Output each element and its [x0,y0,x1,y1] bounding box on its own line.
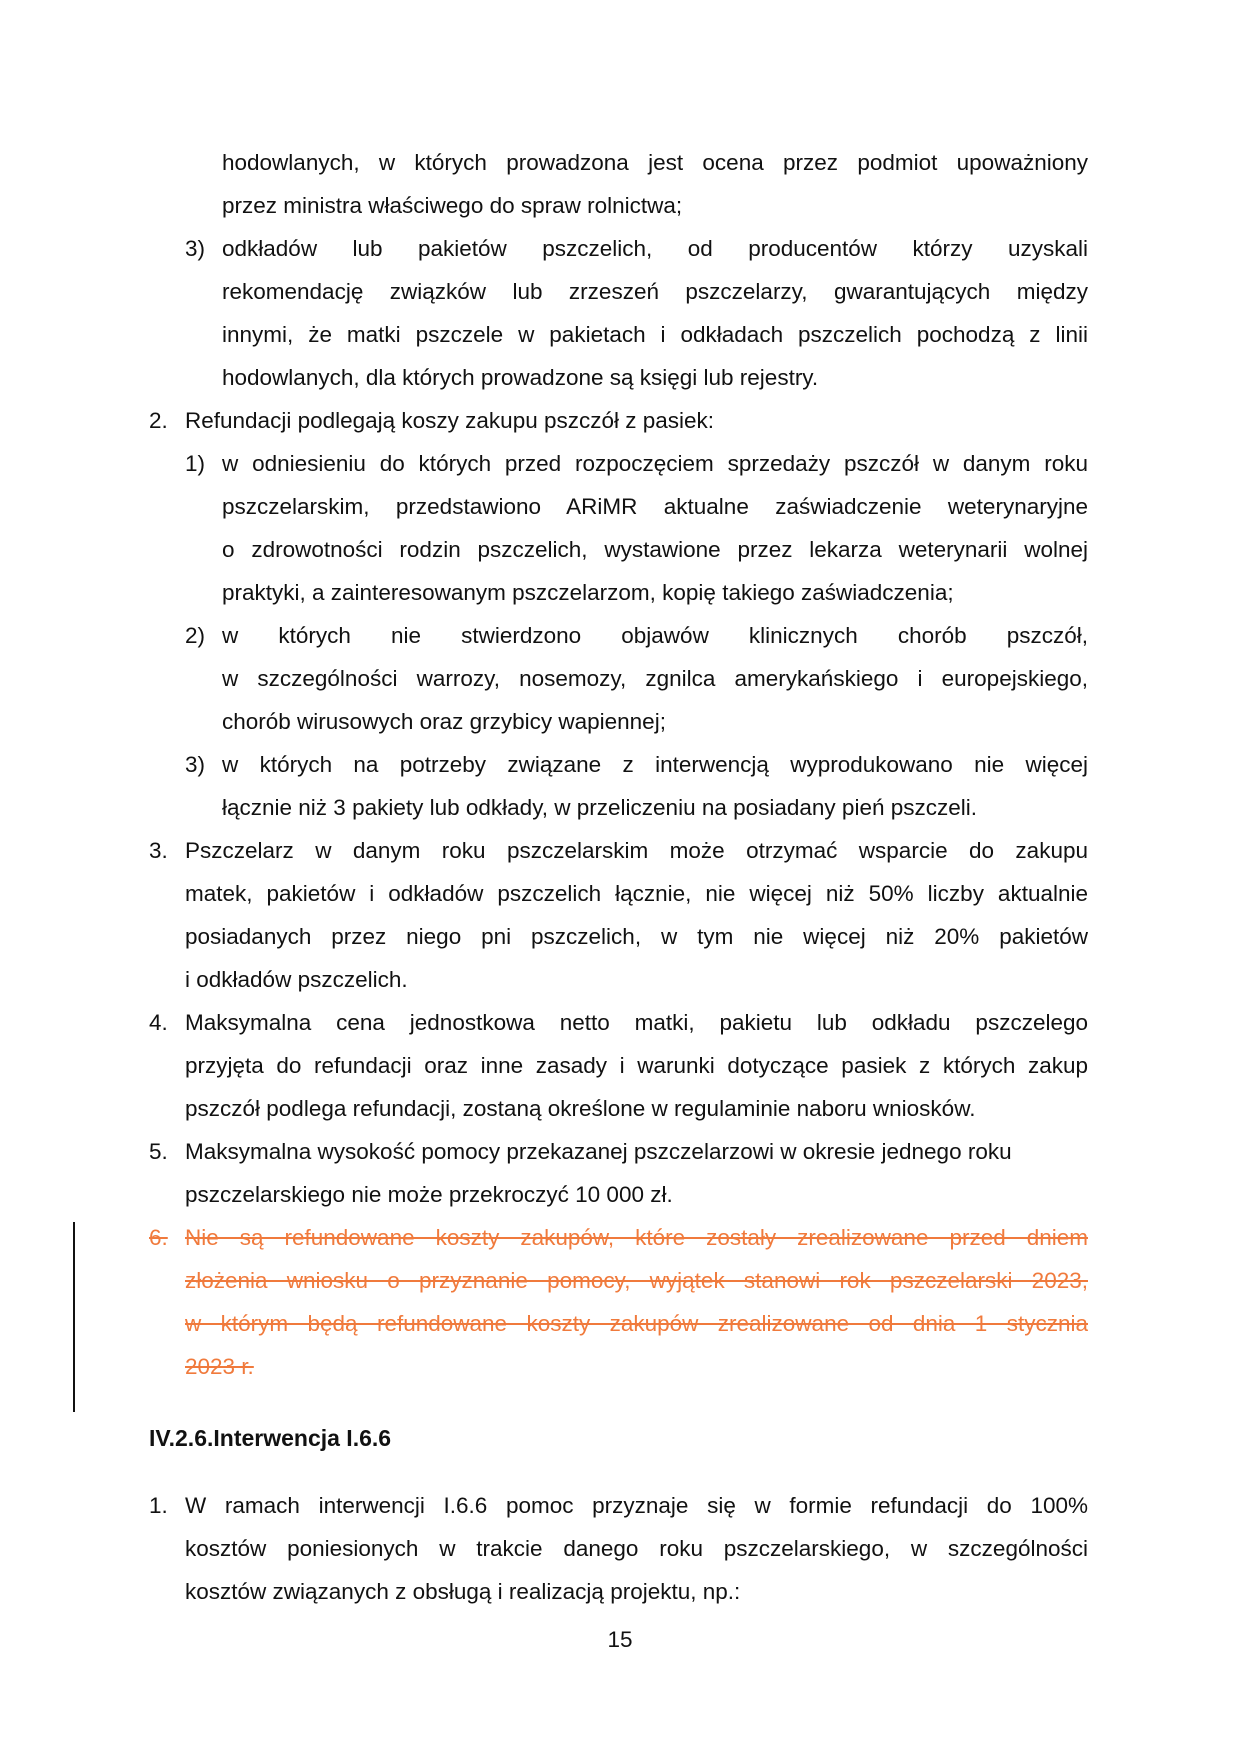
paragraph-line: kosztów poniesionych w trakcie danego roku pszczelarskiego, w szczególności [185,1536,1088,1561]
paragraph-line: w których nie stwierdzono objawów klinicznych chorób pszczół, [222,623,1088,648]
paragraph-line: przyjęta do refundacji oraz inne zasady i warunki dotyczące pasiek z których zakup [185,1053,1088,1078]
paragraph-line: Maksymalna cena jednostkowa netto matki, pakietu lub odkładu pszczelego [185,1010,1088,1035]
paragraph-line: hodowlanych, dla których prowadzone są księgi lub rejestry. [222,365,819,390]
paragraph-line: w odniesieniu do których przed rozpoczęciem sprzedaży pszczół w danym roku [222,451,1088,476]
paragraph-line: rekomendację związków lub zrzeszeń pszczelarzy, gwarantujących między [222,279,1088,304]
paragraph-line: chorób wirusowych oraz grzybicy wapiennej; [222,709,666,734]
list-number: 2) [185,623,206,648]
paragraph-line: W ramach interwencji I.6.6 pomoc przyznaje się w formie refundacji do 100% [185,1493,1088,1518]
paragraph-line: pszczelarskim, przedstawiono ARiMR aktualne zaświadczenie weterynaryjne [222,494,1088,519]
paragraph-line: łącznie niż 3 pakiety lub odkłady, w przeliczeniu na posiadany pień pszczeli. [222,795,978,820]
paragraph-line: pszczół podlega refundacji, zostaną określone w regulaminie naboru wniosków. [185,1096,976,1121]
deleted-paragraph-line: w którym będą refundowane koszty zakupów zrealizowane od dnia 1 stycznia [185,1311,1088,1336]
paragraph-line: matek, pakietów i odkładów pszczelich łącznie, nie więcej niż 50% liczby aktualnie [185,881,1088,906]
paragraph-line: przez ministra właściwego do spraw rolnictwa; [222,193,683,218]
deleted-paragraph-line: Nie są refundowane koszty zakupów, które zostały zrealizowane przed dniem [185,1225,1088,1250]
list-number-deleted: 6. [149,1225,168,1250]
list-number: 5. [149,1139,168,1164]
list-number: 3) [185,236,206,261]
paragraph-line: odkładów lub pakietów pszczelich, od producentów którzy uzyskali [222,236,1088,261]
paragraph-line: hodowlanych, w których prowadzona jest ocena przez podmiot upoważniony [222,150,1088,175]
paragraph-line: Maksymalna wysokość pomocy przekazanej pszczelarzowi w okresie jednego roku [185,1139,1012,1164]
section-heading: IV.2.6.Interwencja I.6.6 [149,1425,392,1451]
revision-change-bar [73,1222,75,1412]
paragraph-line: Pszczelarz w danym roku pszczelarskim może otrzymać wsparcie do zakupu [185,838,1088,863]
list-number: 3. [149,838,168,863]
list-number: 2. [149,408,168,433]
paragraph-line: w których na potrzeby związane z interwencją wyprodukowano nie więcej [222,752,1088,777]
paragraph-line: i odkładów pszczelich. [185,967,408,992]
page-number: 15 [607,1627,633,1652]
paragraph-line: posiadanych przez niego pni pszczelich, w tym nie więcej niż 20% pakietów [185,924,1088,949]
list-number: 1. [149,1493,168,1518]
list-number: 4. [149,1010,168,1035]
deleted-paragraph-line: złożenia wniosku o przyznanie pomocy, wyjątek stanowi rok pszczelarski 2023, [185,1268,1088,1293]
list-number: 1) [185,451,206,476]
paragraph-line: innymi, że matki pszczele w pakietach i odkładach pszczelich pochodzą z linii [222,322,1088,347]
list-number: 3) [185,752,206,777]
paragraph-line: pszczelarskiego nie może przekroczyć 10 000 zł. [185,1182,673,1207]
deleted-paragraph-line: 2023 r. [185,1354,254,1379]
paragraph-line: o zdrowotności rodzin pszczelich, wystawione przez lekarza weterynarii wolnej [222,537,1088,562]
paragraph-line: praktyki, a zainteresowanym pszczelarzom, kopię takiego zaświadczenia; [222,580,954,605]
paragraph-line: w szczególności warrozy, nosemozy, zgnilca amerykańskiego i europejskiego, [222,666,1088,691]
paragraph-line: kosztów związanych z obsługą i realizacją projektu, np.: [185,1579,741,1604]
paragraph-line: Refundacji podlegają koszy zakupu pszczół z pasiek: [185,408,715,433]
